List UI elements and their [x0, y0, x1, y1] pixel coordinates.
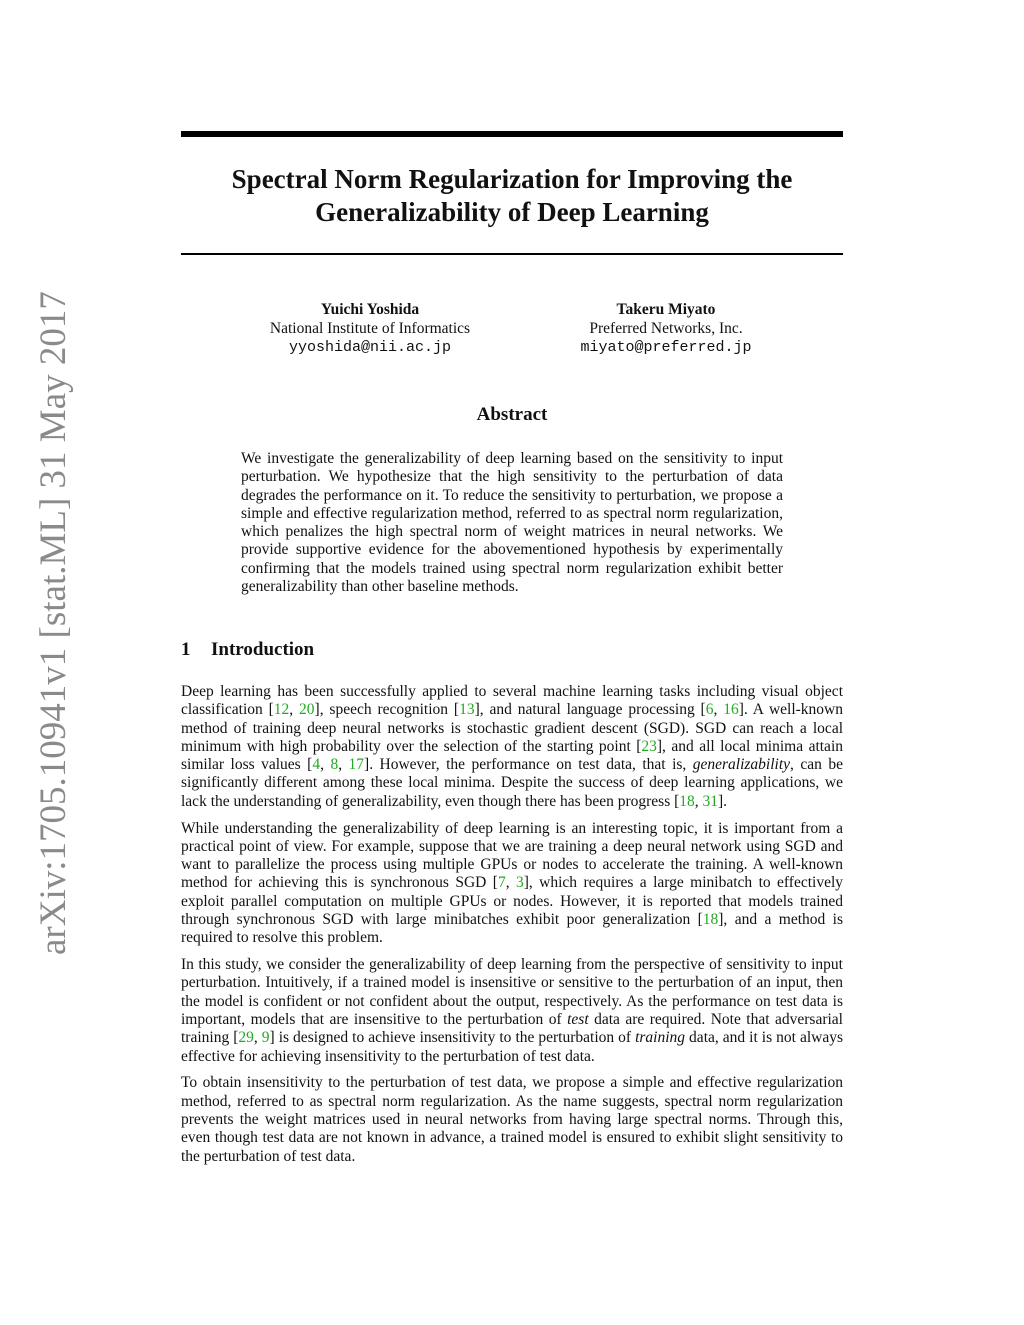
- arxiv-stamp: arXiv:1705.10941v1 [stat.ML] 31 May 2017: [33, 291, 74, 955]
- citation-link[interactable]: 16: [723, 701, 739, 719]
- citation-link[interactable]: 23: [641, 737, 657, 755]
- author-block-1: [220, 300, 520, 357]
- introduction-body: [181, 683, 843, 1174]
- citation-link[interactable]: 7: [497, 874, 506, 892]
- author-email: yyoshida@nii.ac.jp: [288, 339, 452, 356]
- citation-link[interactable]: 31: [702, 792, 719, 810]
- emphasis-term: training: [635, 1029, 686, 1047]
- title-rule-bottom: [181, 253, 843, 255]
- citation-link[interactable]: 4: [312, 756, 321, 774]
- author-email: miyato@preferred.jp: [580, 339, 752, 356]
- citation-link[interactable]: 12: [273, 701, 290, 719]
- abstract-text: We investigate the generalizability of deep learning based on the sensitivity to input perturbation. We hypothesize that the high sensitivity to the perturbation of data degrades the performance on it. To reduce the sensitivity to perturbation, we propose a simple and effective regularization method, referred to as spectral norm regularization, which penalizes the high spectral norm of weight matrices in neural networks. We provide supportive evidence for the abovementioned hypothesis by experimentally confirming that the models trained using spectral norm regularization exhibit better generalizability than other baseline methods.: [241, 450, 783, 596]
- citation-link[interactable]: 8: [330, 756, 339, 774]
- emphasis-term: generalizability: [692, 756, 791, 774]
- citation-link[interactable]: 13: [459, 701, 475, 719]
- author-name: Takeru Miyato: [616, 301, 716, 318]
- citation-link[interactable]: 3: [515, 874, 524, 892]
- citation-link[interactable]: 9: [261, 1029, 270, 1047]
- citation-link[interactable]: 18: [702, 911, 719, 929]
- title-line-2: Generalizability of Deep Learning: [315, 197, 709, 227]
- section-title: Introduction: [211, 639, 315, 660]
- paragraph-3: In this study, we consider the generalizability of deep learning from the perspective of sensitivity to input perturbation. Intuitively, if a trained model is insensitive or sensitive to the perturbation of an input, then the model is confident or not confident about the output, respectively. As the performance on test data is important, models that are insensitive to the perturbation of test data are required. Note that adversarial training [29, 9] is designed to achieve insensitivity to the perturbation of training data, and it is not always effective for achieving insensitivity to the perturbation of test data.: [181, 956, 843, 1065]
- citation-link[interactable]: 18: [679, 792, 695, 810]
- paragraph-2: While understanding the generalizability of deep learning is an interesting topic, it is important from a practical point of view. For example, suppose that we are training a deep neural network using SGD and want to parallelize the process using multiple GPUs or nodes to accelerate the training. A well-known method for achieving this is synchronous SGD [7, 3], which requires a large minibatch to effectively exploit parallel computation on multiple GPUs or nodes. However, it is reported that models trained through synchronous SGD with large minibatches exhibit poor generalization [18], and a method is required to resolve this problem.: [181, 819, 844, 947]
- abstract-heading: Abstract: [476, 404, 548, 425]
- emphasis-term: test: [567, 1011, 589, 1029]
- paragraph-4: To obtain insensitivity to the perturbation of test data, we propose a simple and effective regularization method, referred to as spectral norm regularization. As the name suggests, spectral norm regularization prevents the weight matrices used in neural networks from having large spectral norms. Through this, even though test data are not known in advance, a trained model is ensured to exhibit slight sensitivity to the perturbation of test data.: [181, 1074, 843, 1165]
- citation-link[interactable]: 6: [705, 701, 714, 719]
- section-heading: [181, 638, 314, 662]
- author-name: Yuichi Yoshida: [320, 301, 420, 318]
- paper-title: [181, 163, 843, 229]
- paragraph-1: Deep learning has been successfully applied to several machine learning tasks including visual object classification [12, 20], speech recognition [13], and natural language processing [6, 16]. A well-known method of training deep neural networks is stochastic gradient descent (SGD). SGD can reach a local minimum with high probability over the selection of the starting point [23], and all local minima attain similar loss values [4, 8, 17]. However, the performance on test data, that is, generalizability, can be significantly different among these local minima. Despite the success of deep learning applications, we lack the understanding of generalizability, even though there has been progress [18, 31].: [181, 683, 843, 810]
- citation-link[interactable]: 29: [238, 1029, 254, 1047]
- title-line-1: Spectral Norm Regularization for Improving the: [231, 164, 793, 194]
- author-affiliation: National Institute of Informatics: [269, 320, 471, 337]
- citation-link[interactable]: 20: [299, 701, 315, 719]
- section-number: 1: [181, 639, 191, 660]
- citation-link[interactable]: 17: [348, 756, 365, 774]
- author-block-2: [516, 300, 816, 357]
- title-rule-top: [181, 131, 843, 137]
- author-affiliation: Preferred Networks, Inc.: [589, 320, 743, 337]
